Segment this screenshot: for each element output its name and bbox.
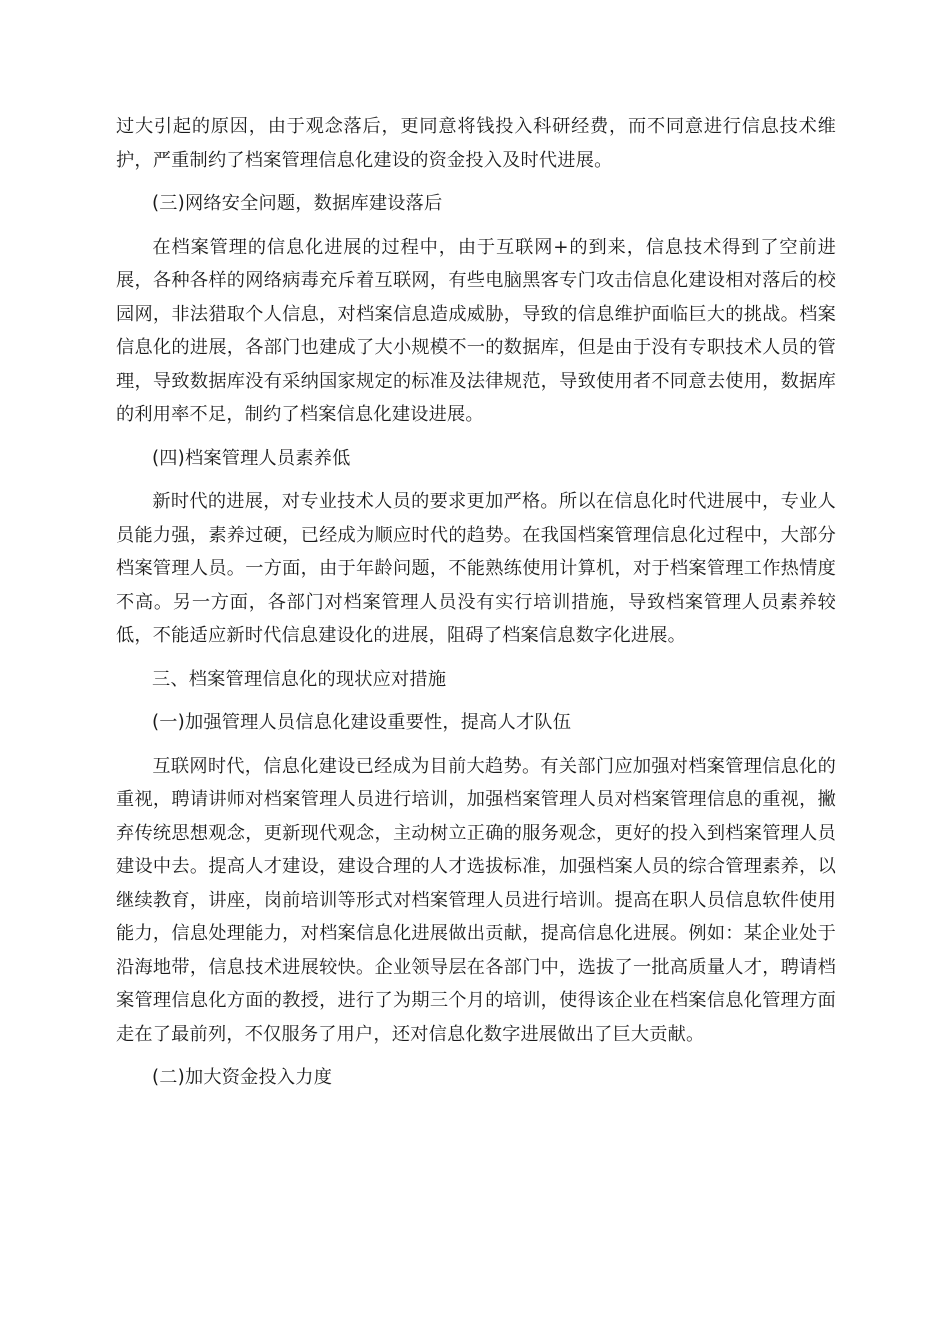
- document-body: [116, 110, 836, 1095]
- subheading-funding: (二)加大资金投入力度: [152, 1067, 333, 1088]
- paragraph-strengthen-staff: 互联网时代，信息化建设已经成为目前大趋势。有关部门应加强对档案管理信息化的重视，聘请讲师对档案管理人员进行培训，加强档案管理人员对档案管理信息的重视，撇弃传统思想观念，更新现代观念，主动树立正确的服务观念，更好的投入到档案管理人员建设中去。提高人才建设，建设合理的人才选拔标准，加强档案人员的综合管理素养，以继续教育，讲座，岗前培训等形式对档案管理人员进行培训。提高在职人员信息软件使用能力，信息处理能力，对档案信息化进展做出贡献，提高信息化进展。例如：某企业处于沿海地带，信息技术进展较快。企业领导层在各部门中，选拔了一批高质量人才，聘请档案管理信息化方面的教授，进行了为期三个月的培训，使得该企业在档案信息化管理方面走在了最前列，不仅服务了用户，还对信息化数字进展做出了巨大贡献。: [116, 755, 836, 1045]
- paragraph-staff-quality: 新时代的进展，对专业技术人员的要求更加严格。所以在信息化时代进展中，专业人员能力强，素养过硬，已经成为顺应时代的趋势。在我国档案管理信息化过程中，大部分档案管理人员。一方面，由于年龄问题，不能熟练使用计算机，对于档案管理工作热情度不高。另一方面，各部门对档案管理人员没有实行培训措施，导致档案管理人员素养较低，不能适应新时代信息建设化的进展，阻碍了档案信息数字化进展。: [116, 491, 836, 646]
- paragraph-network-security: 在档案管理的信息化进展的过程中，由于互联网+的到来，信息技术得到了空前进展，各种各样的网络病毒充斥着互联网，有些电脑黑客专门攻击信息化建设相对落后的校园网，非法猎取个人信息，对档案信息造成威胁，导致的信息维护面临巨大的挑战。档案信息化的进展，各部门也建成了大小规模不一的数据库，但是由于没有专职技术人员的管理，导致数据库没有采纳国家规定的标准及法律规范，导致使用者不同意去使用，数据库的利用率不足，制约了档案信息化建设进展。: [116, 236, 836, 425]
- subheading-staff-quality: (四)档案管理人员素养低: [152, 447, 351, 469]
- subheading-network-security: (三)网络安全问题，数据库建设落后: [152, 193, 443, 214]
- paragraph-continued: 过大引起的原因，由于观念落后，更同意将钱投入科研经费，而不同意进行信息技术维护，严重制约了档案管理信息化建设的资金投入及时代进展。: [116, 116, 836, 171]
- section-heading-countermeasures: 三、档案管理信息化的现状应对措施: [152, 668, 447, 690]
- subheading-strengthen-staff: (一)加强管理人员信息化建设重要性，提高人才队伍: [152, 712, 572, 733]
